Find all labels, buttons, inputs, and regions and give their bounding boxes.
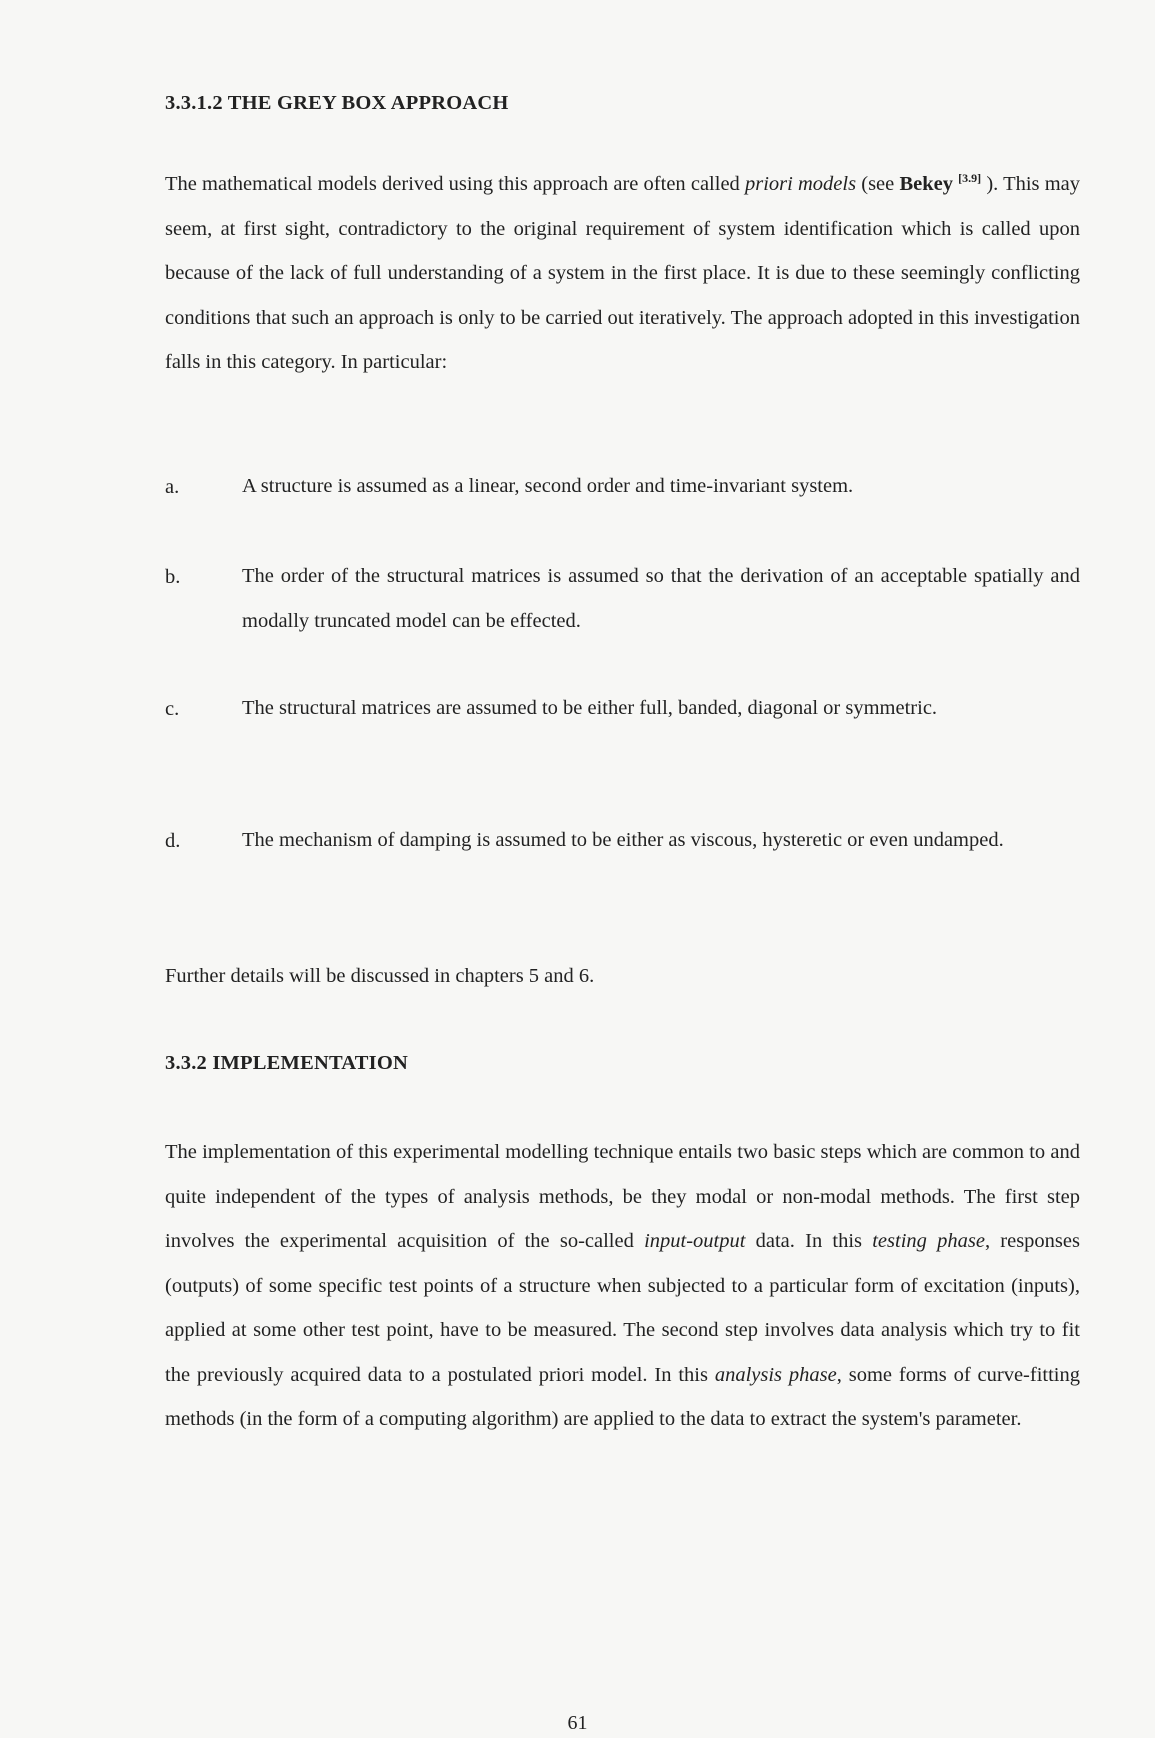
paragraph-text: ). This may seem, at first sight, contradictory to the original requirement of system identification which is called upon because of the lack of full understanding of a system in the first place. It is due to these seemingly conflicting conditions that such an approach is only to be carried out iteratively. The approach adopted in this investigation falls in this category. In particular: [165, 173, 1080, 373]
italic-term-input-output: input-output [644, 1230, 746, 1252]
list-marker: c. [165, 698, 180, 720]
italic-term-analysis-phase: analysis phase [714, 1363, 837, 1386]
page-number: 61 [567, 1712, 588, 1734]
list-text: The mechanism of damping is assumed to be either as viscous, hysteretic or even undamped. [242, 829, 1004, 851]
italic-term-testing-phase: testing phase [872, 1230, 985, 1252]
section-heading-grey-box: 3.3.1.2 THE GREY BOX APPROACH [165, 92, 509, 114]
list-text: The structural matrices are assumed to be either full, banded, diagonal or symmetric. [242, 697, 938, 719]
list-marker: a. [165, 476, 180, 498]
section-heading-implementation: 3.3.2 IMPLEMENTATION [165, 1052, 408, 1074]
paragraph-text: , responses (outputs) of some specific test points of a structure when subjected to a particular form of excitation (inputs), applied at some other test point, have to be measured. The second step involves data analysis which try to fit the previously acquired data to a postulated priori model. In this [165, 1230, 1080, 1386]
paragraph-text: (see [856, 173, 900, 195]
list-text: The order of the structural matrices is assumed so that the derivation of an acceptable spatially and modally truncated model can be effected. [242, 565, 1080, 632]
author-name: Bekey [899, 173, 953, 195]
paragraph-text: , some forms of curve-fitting methods (in the form of a computing algorithm) are applied to the data to extract the system's parameter. [165, 1363, 1080, 1430]
italic-term-priori-models: priori models [744, 173, 857, 195]
list-marker: d. [165, 830, 181, 852]
paragraph-grey-box [165, 162, 1080, 385]
paragraph-text: data. In this [745, 1230, 873, 1252]
citation-reference: [3.9] [958, 171, 982, 186]
paragraph-text: The implementation of this experimental modelling technique entails two basic steps which are common to and quite independent of the types of analysis methods, be they modal or non-modal methods. The first step involves the experimental acquisition of the so-called [165, 1141, 1080, 1252]
list-marker: b. [165, 566, 181, 588]
paragraph-text: The mathematical models derived using this approach are often called [165, 173, 745, 195]
paragraph-implementation [165, 1130, 1080, 1442]
list-text: A structure is assumed as a linear, second order and time-invariant system. [242, 475, 854, 497]
further-details-text: Further details will be discussed in chapters 5 and 6. [165, 965, 595, 987]
